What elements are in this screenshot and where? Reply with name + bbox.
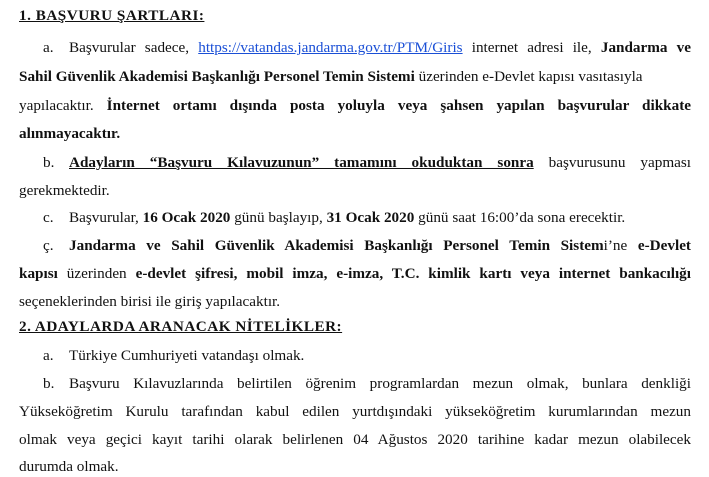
item-1c-line-1: c. Başvurular, 16 Ocak 2020 günü başlayıp, 31 Ocak 2020 günü saat 16:00’da sona erecektir. bbox=[43, 209, 626, 226]
item-1d-line-2: kapısı üzerinden e-devlet şifresi, mobil imza, e-imza, T.C. kimlik kartı veya internet bankacılığı bbox=[19, 265, 691, 282]
item-1a-line-3: yapılacaktır. İnternet ortamı dışında posta yoluyla veya şahsen yapılan başvurular dikkate bbox=[19, 97, 691, 114]
portal-link[interactable]: https://vatandas.jandarma.gov.tr/PTM/Giris bbox=[198, 39, 463, 56]
item-1c-marker: c. bbox=[43, 209, 54, 226]
item-1b-line-2: gerekmektedir. bbox=[19, 182, 110, 199]
item-2b-marker: b. bbox=[43, 375, 55, 392]
item-1a-line-1: a. Başvurular sadece, https://vatandas.jandarma.gov.tr/PTM/Giris internet adresi ile, Jandarma ve bbox=[43, 39, 691, 56]
item-1d-line-3: seçeneklerinden birisi ile giriş yapılacaktır. bbox=[19, 293, 281, 310]
item-2b-line-4: durumda olmak. bbox=[19, 458, 119, 475]
item-1b-marker: b. bbox=[43, 154, 55, 171]
item-2b-line-3: olmak veya geçici kayıt tarihi olarak belirlenen 04 Ağustos 2020 tarihine kadar mezun olabilecek bbox=[19, 431, 691, 448]
item-2b-line-1: b. Başvuru Kılavuzlarında belirtilen öğrenim programlardan mezun olmak, bunlara denkliği bbox=[43, 375, 691, 392]
item-1a-marker: a. bbox=[43, 39, 54, 56]
item-1a-line-4: alınmayacaktır. bbox=[19, 125, 121, 142]
item-1d-marker: ç. bbox=[43, 237, 54, 254]
item-2a-line-1: a. Türkiye Cumhuriyeti vatandaşı olmak. bbox=[43, 347, 305, 364]
item-1b-line-1: b. Adayların “Başvuru Kılavuzunun” tamamını okuduktan sonra başvurusunu yapması bbox=[43, 154, 691, 171]
item-1a-line-2: Sahil Güvenlik Akademisi Başkanlığı Personel Temin Sistemi üzerinden e-Devlet kapısı vasıtasıyla bbox=[19, 68, 643, 85]
section-1-heading: 1. BAŞVURU ŞARTLARI: bbox=[19, 7, 205, 24]
item-2b-line-2: Yükseköğretim Kurulu tarafından kabul edilen yurtdışındaki yükseköğretim kurumlarından mezun bbox=[19, 403, 691, 420]
item-2a-marker: a. bbox=[43, 347, 54, 364]
section-2-heading: 2. ADAYLARDA ARANACAK NİTELİKLER: bbox=[19, 318, 343, 335]
item-1d-line-1: ç. Jandarma ve Sahil Güvenlik Akademisi Başkanlığı Personel Temin Sistemi’ne e-Devlet bbox=[43, 237, 691, 254]
